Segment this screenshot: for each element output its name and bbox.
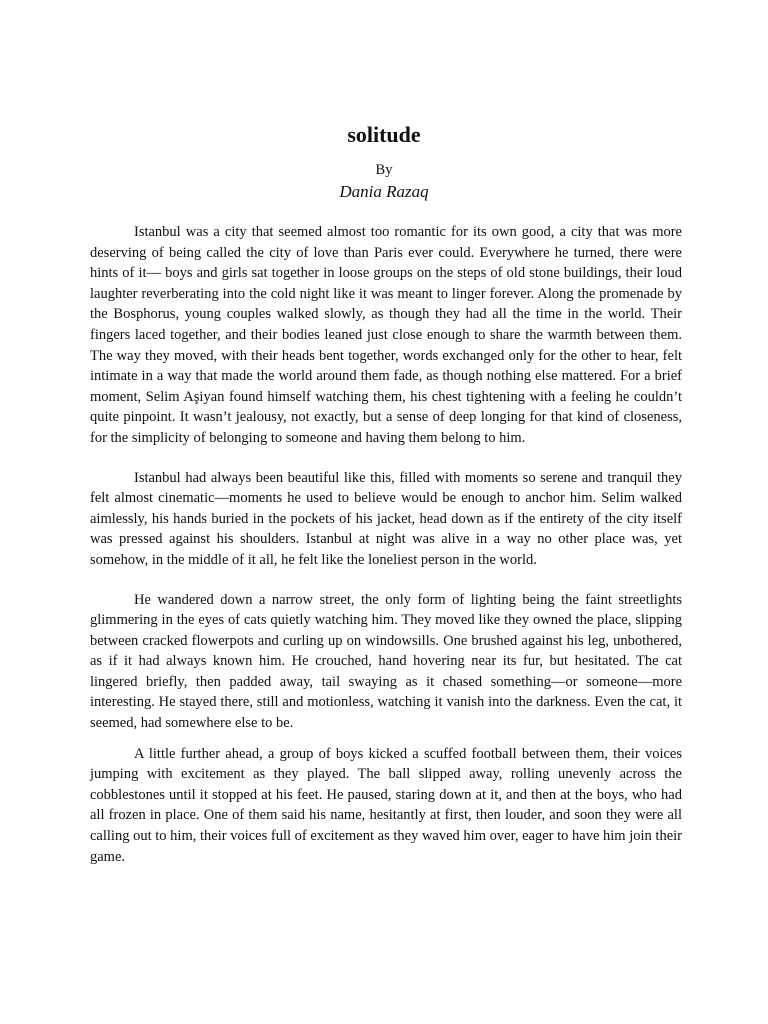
paragraph: A little further ahead, a group of boys kicked a scuffed football between them, their voices jumping with excitement as they played. The ball slipped away, rolling unevenly across the cobblestones until it stopped at his feet. He paused, staring down at it, and then at the boys, who had all frozen in place. One of them said his name, hesitantly at first, then louder, and soon they were all calling out to him, their voices full of excitement as they waved him over, eager to have him join their game. [90,745,682,865]
paragraph: Istanbul was a city that seemed almost too romantic for its own good, a city that was more deserving of being called the city of love than Paris ever could. Everywhere he turned, there were hints of it— boys and girls sat together in loose groups on the steps of old stone buildings, their loud laughter reverberating into the cold night like it was meant to linger forever. Along the promenade by the Bosphorus, young couples walked slowly, as though they had all the time in the world. Their fingers laced together, and their bodies leaned just close enough to share the warmth between them. The way they moved, with their heads bent together, words exchanged only for the other to hear, felt intimate in a way that made the world around them fade, as though nothing else mattered. For a brief moment, Selim Aşiyan found himself watching them, his chest tightening with a feeling he couldn’t quite pinpoint. It wasn’t jealousy, not exactly, but a sense of deep longing for that kind of closeness, for the simplicity of belonging to someone and having them belong to him. [90,224,682,446]
byline: By [375,162,393,178]
document-title: solitude [347,122,421,147]
paragraph: Istanbul had always been beautiful like this, filled with moments so serene and tranquil they felt almost cinematic—moments he used to believe would be enough to anchor him. Selim walked aimlessly, his hands buried in the pockets of his jacket, head down as if the entirety of the city itself was pressed against his shoulders. Istanbul at night was alive in a way no other place was, yet somehow, in the middle of it all, he felt like the loneliest person in the world. [90,469,682,568]
paragraph: He wandered down a narrow street, the only form of lighting being the faint streetlights glimmering in the eyes of cats quietly watching him. They moved like they owned the place, slipping between cracked flowerpots and curling up on windowsills. One brushed against his leg, unbothered, as if it had always known him. He crouched, hand hovering near its fur, but hesitated. The cat lingered briefly, then padded away, tail swaying as it chased something—or someone—more interesting. He stayed there, still and motionless, watching it vanish into the darkness. Even the cat, it seemed, had somewhere else to be. [90,591,682,732]
body-text [90,222,682,867]
author-name: Dania Razaq [339,182,429,201]
